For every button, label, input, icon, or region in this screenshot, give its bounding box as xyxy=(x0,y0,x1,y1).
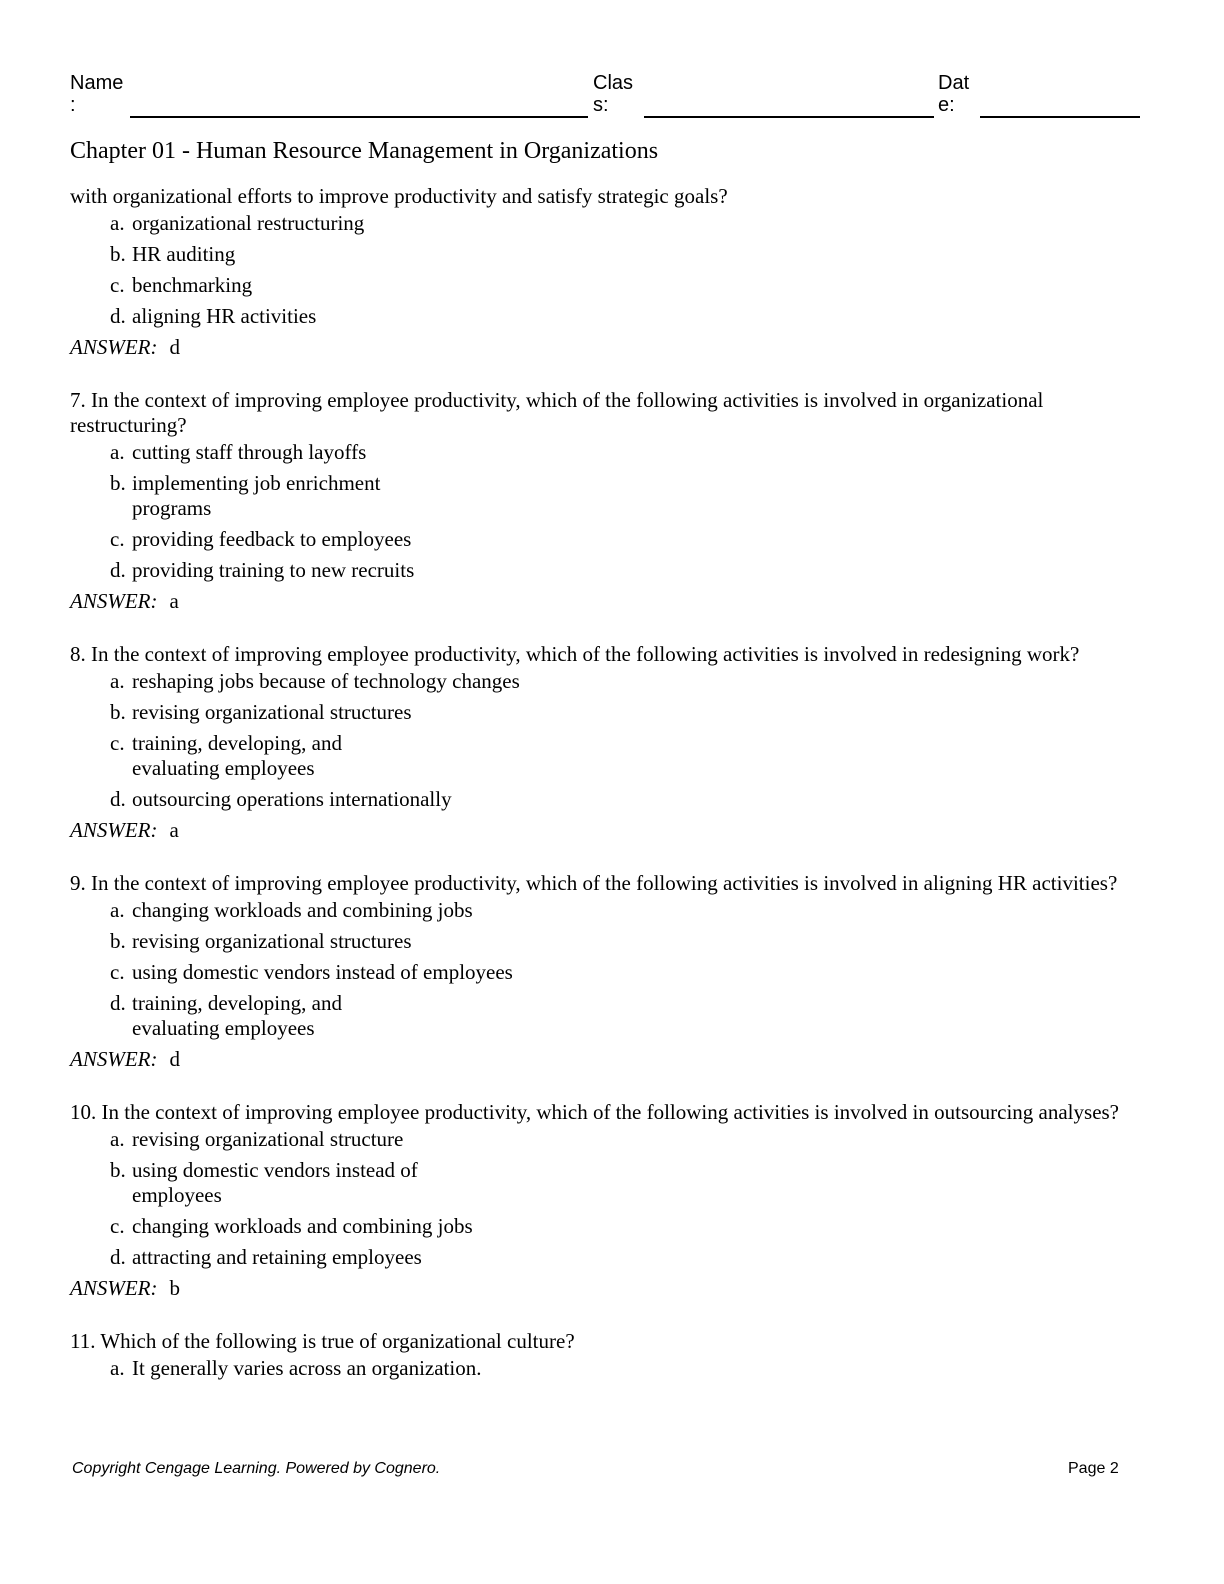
option-c[interactable]: c. changing workloads and combining jobs xyxy=(110,1214,473,1238)
option-a[interactable]: a. changing workloads and combining jobs xyxy=(110,898,473,922)
option-a[interactable]: a. reshaping jobs because of technology changes xyxy=(110,669,520,693)
option-b[interactable]: b. HR auditing xyxy=(110,242,236,266)
question-stem: 11. Which of the following is true of organizational culture? xyxy=(70,1329,575,1353)
question-6-continued xyxy=(70,184,1150,360)
question-stem: with organizational efforts to improve productivity and satisfy strategic goals? xyxy=(70,184,728,208)
question-list xyxy=(70,184,1150,1409)
question-9 xyxy=(70,871,1150,1072)
option-d[interactable]: d. aligning HR activities xyxy=(110,304,317,328)
answer: ANSWER: d xyxy=(70,335,180,359)
date-field-line[interactable] xyxy=(980,116,1140,118)
option-b[interactable]: b. revising organizational structures xyxy=(110,929,412,953)
class-label: Clas s: xyxy=(593,72,634,116)
option-a[interactable]: a. It generally varies across an organization. xyxy=(110,1356,482,1380)
answer: ANSWER: d xyxy=(70,1047,180,1071)
page-number: Page 2 xyxy=(1068,1460,1119,1477)
class-field-line[interactable] xyxy=(644,116,934,118)
option-c[interactable]: c. training, developing, and evaluating employees xyxy=(110,731,342,780)
question-stem: 9. In the context of improving employee productivity, which of the following activities is involved in aligning HR activities? xyxy=(70,871,1118,895)
option-d[interactable]: d. training, developing, and evaluating employees xyxy=(110,991,342,1040)
date-label: Dat e: xyxy=(938,72,970,116)
option-c[interactable]: c. benchmarking xyxy=(110,273,253,297)
question-10 xyxy=(70,1100,1150,1301)
question-8 xyxy=(70,642,1150,843)
answer: ANSWER: a xyxy=(70,818,179,842)
option-d[interactable]: d. outsourcing operations internationally xyxy=(110,787,452,811)
option-b[interactable]: b. implementing job enrichment programs xyxy=(110,471,381,520)
answer: ANSWER: a xyxy=(70,589,179,613)
option-c[interactable]: c. providing feedback to employees xyxy=(110,527,412,551)
copyright-footer: Copyright Cengage Learning. Powered by Cognero. xyxy=(72,1460,441,1477)
name-label: Name : xyxy=(70,72,124,116)
question-7 xyxy=(70,388,1150,614)
name-field-line[interactable] xyxy=(130,116,588,118)
option-d[interactable]: d. providing training to new recruits xyxy=(110,558,415,582)
question-stem: 10. In the context of improving employee productivity, which of the following activities is involved in outsourcing analyses? xyxy=(70,1100,1120,1124)
option-a[interactable]: a. revising organizational structure xyxy=(110,1127,404,1151)
option-d[interactable]: d. attracting and retaining employees xyxy=(110,1245,422,1269)
option-b[interactable]: b. revising organizational structures xyxy=(110,700,412,724)
option-b[interactable]: b. using domestic vendors instead of employees xyxy=(110,1158,418,1207)
option-c[interactable]: c. using domestic vendors instead of employees xyxy=(110,960,513,984)
answer: ANSWER: b xyxy=(70,1276,180,1300)
question-stem: 8. In the context of improving employee productivity, which of the following activities is involved in redesigning work? xyxy=(70,642,1080,666)
chapter-title: Chapter 01 - Human Resource Management in Organizations xyxy=(70,138,659,164)
question-11 xyxy=(70,1329,1150,1381)
option-a[interactable]: a. organizational restructuring xyxy=(110,211,365,235)
question-stem: 7. In the context of improving employee productivity, which of the following activities is involved in organizational restructuring? xyxy=(70,388,1044,437)
option-a[interactable]: a. cutting staff through layoffs xyxy=(110,440,367,464)
